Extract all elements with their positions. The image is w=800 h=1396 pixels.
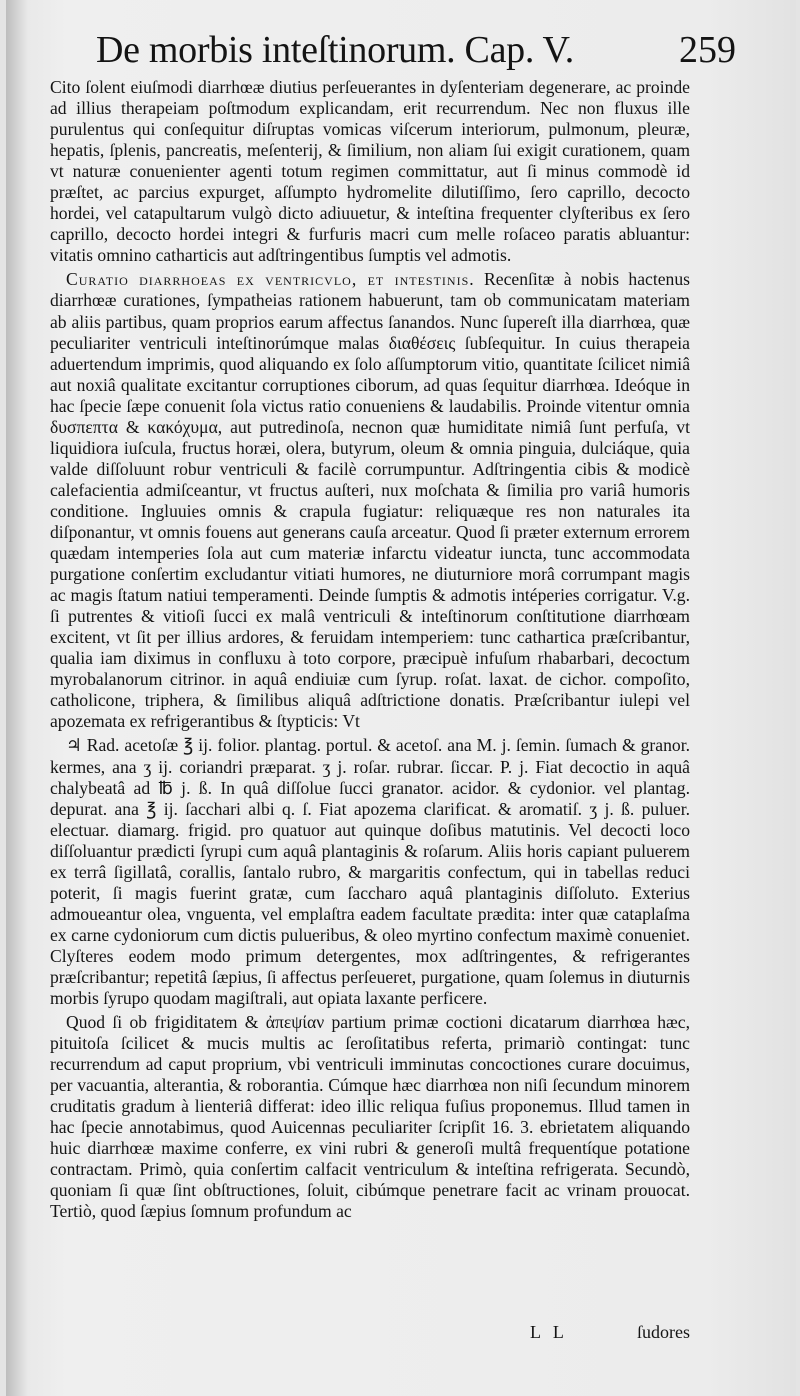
paragraph-4 — [50, 1012, 690, 1222]
signature-mark: L L — [530, 1322, 568, 1342]
running-title: De morbis inteſtinorum. Cap. V. — [96, 29, 575, 71]
page-header — [66, 28, 756, 74]
paragraph-text: Recenſitæ à nobis hactenus diarrhœæ curationes, ſympatheias rationem habuerunt, tam ob communicatam materiam ab aliis partibus, quam proprios earum affectus ſanandos. Nunc ſupereſt illa diarrhœa, quæ peculiariter ventriculi inteſtinorúmque malas διαθέσεις ſubſequitur. In cuius therapeia aduertendum imprimis, quod aliquando ex ſolo aſſumptorum vitio, quantitate ſcilicet nimiâ aut noxiâ qualitate excitantur corruptiones ciborum, ad quas ſequitur diarrhœa. Ideóque in hac ſpecie ſæpe conuenit ſola victus ratio conueniens & laudabilis. Proinde vitentur omnia δυσπεπτα & κακόχυμα, aut putredinoſa, necnon quæ humiditate nimiâ ſunt perfuſa, vt liquidiora iuſcula, fructus horæi, olera, butyrum, oleum & omnia pinguia, dulciáque, quia valde diſſoluunt robur ventriculi & facilè corrumpuntur. Adſtringentia cibis & modicè calefacientia admiſceantur, vt fructus auſteri, nux moſchata & ſimilia pro variâ humoris conditione. Ingluuies omnis & crapula fugiatur: reliquæque res non naturales ita diſponantur, vt omnis fouens aut generans cauſa arceatur. Quod ſi præter externum errorem quædam intemperies ſola aut cum materiæ infarctu videatur iuncta, tunc accommodata purgatione conſertim excludantur vitiati humores, ne diuturniore morâ corrumpant magis ac magis ſtatum natiui temperamenti. Deinde ſumptis & admotis intéperies corrigatur. V.g. ſi putrentes & vitioſi ſucci ex malâ ventriculi & inteſtinorum conſtitutione diarrhœam excitent, vt ſit per illius ardores, & feruidam intemperiem: tunc cathartica præſcribantur, qualia iam diximus in confluxu à toto corpore, præcipuè infuſum rhabarbari, decoctum myrobalanorum citrinor. in aquâ endiuiæ cum ſyrup. roſat. laxat. de cichor. compoſito, catholicone, triphera, & ſimilibus aliquâ adſtrictione donatis. Præſcribantur iulepi vel apozemata ex refrigerantibus & ſtypticis: Vt — [50, 269, 690, 732]
prescription-paragraph — [50, 735, 690, 1009]
paragraph-text: Quod ſi ob frigiditatem & ἀπεψίαν partium primæ coctioni dicatarum diarrhœa hæc, pituitoſa ſcilicet & mucis multis ac ſeroſitatibus referta, primariò contingat: tunc recurrendum ad caput proprium, vbi ventriculi imminutas concoctiones curare docuimus, per vacuantia, alterantia, & roborantia. Cúmque hæc diarrhœa non niſi ſecundum minorem cruditatis gradum à lienteriâ differat: ideo illic reliqua fuſius proponemus. Illud tamen in hac ſpecie annotabimus, quod Auicennas peculiariter ſcripſit 16. 3. ebrietatem aliquando huic diarrhœæ maxime conferre, ex vini rubri & generoſi multâ frequentíque potatione contractam. Primò, quia conſertim calfacit ventriculum & inteſtina refrigerata. Secundò, quoniam ſi quæ ſint obſtructiones, ſoluit, cibúmque penetrare facit ac vrinam prouocat. Tertiò, quod ſæpius ſomnum profundum ac — [50, 1012, 690, 1222]
paragraph-1 — [50, 77, 690, 266]
body-text — [50, 77, 690, 1223]
page-number: 259 — [679, 29, 736, 71]
catchword: ſudores — [637, 1322, 690, 1342]
book-page — [6, 0, 796, 1396]
paragraph-2 — [50, 269, 690, 732]
section-heading: Curatio diarrhoeas ex ventricvlo, et intestinis. — [66, 269, 475, 290]
paragraph-text: ♃ Rad. acetoſæ ℥ ij. folior. plantag. portul. & acetoſ. ana M. j. ſemin. ſumach & granor. kermes, ana ʒ ij. coriandri præparat. ʒ j. roſar. rubrar. ſiccar. P. j. Fiat decoctio in aquâ chalybeatâ ad ℔ j. ß. In quâ diſſolue ſucci granator. acidor. & cydonior. vel plantag. depurat. ana ℥ ij. ſacchari albi q. ſ. Fiat apozema clarificat. & aromatiſ. ʒ j. ß. puluer. electuar. diamarg. frigid. pro quatuor aut quinque doſibus matutinis. Vel decocti loco diſſoluantur prædicti ſyrupi cum aquâ plantaginis & roſarum. Aliis horis capiant puluerem ex terrâ ſigillatâ, corallis, ſantalo rubro, & margaritis confectum, qui in tabellas reduci poterit, ſi magis fuerint gratæ, cum ſaccharo aquâ plantaginis diſſoluto. Exterius admoueantur olea, vnguenta, vel emplaſtra eadem facultate prædita: inter quæ cataplaſma ex carne cydoniorum cum dictis pulueribus, & oleo myrtino confectum maximè conueniet. Clyſteres eodem modo primum detergentes, mox adſtringentes, & refrigerantes præſcribantur; repetitâ ſæpius, ſi affectus perſeueret, purgatione, quam ſolemus in diuturnis morbis ſyrupo quodam magiſtrali, aut opiata laxante perficere. — [50, 735, 690, 1009]
paragraph-text: Cito ſolent eiuſmodi diarrhœæ diutius perſeuerantes in dyſenteriam degenerare, ac proinde ad illius therapeiam poſtmodum explicandam, erit recurrendum. Nec non fluxus ille purulentus qui conſequitur diſruptas vomicas viſcerum interiorum, pulmonum, pleuræ, hepatis, ſplenis, pancreatis, meſenterij, & ſimilium, non aliam ſui exigit curationem, quam vt naturæ conuenienter agenti totum regimen committatur, aut ſi minus commodè id præſtet, ac parcius expurget, aſſumpto hydromelite dilutiſſimo, ſero caprillo, decocto hordei, vel catapultarum vulgò dicto adiuuetur, & inteſtina frequenter clyſteribus ex ſero caprillo, decocto hordei integri & furfuris macri cum melle roſaceo paratis abluantur: vitatis omnino catharticis aut adſtringentibus ſumptis vel admotis. — [50, 77, 690, 266]
page-footer — [50, 1322, 690, 1344]
